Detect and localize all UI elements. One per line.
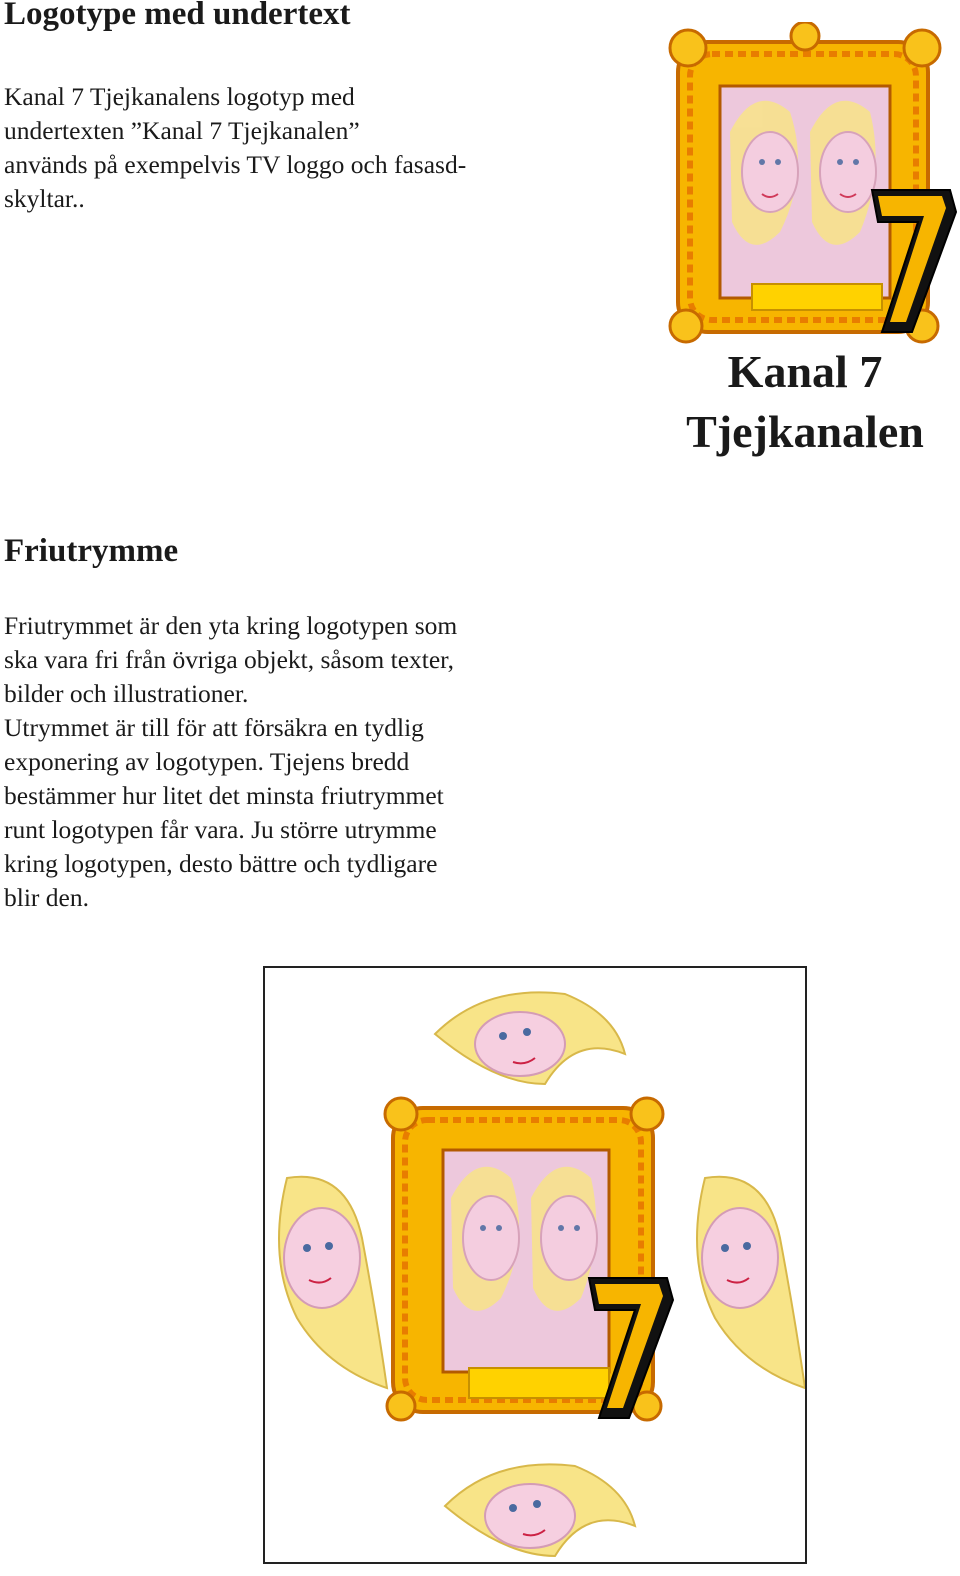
logo-caption-line2: Tjejkanalen bbox=[686, 406, 924, 457]
girl-face-icon bbox=[435, 992, 625, 1084]
heading-logotype: Logotype med undertext bbox=[4, 0, 351, 32]
intro-paragraph: Kanal 7 Tjejkanalens logotyp med undertexten ”Kanal 7 Tjejkanalen” används på exempelvis TV loggo och fasasd- skyltar.. bbox=[4, 82, 467, 213]
girl-face-icon bbox=[445, 1464, 635, 1556]
girl-face-icon bbox=[279, 1177, 387, 1388]
clear-space-illustration bbox=[263, 966, 807, 1564]
kanal7-logo-icon bbox=[660, 22, 960, 344]
kanal7-logo-icon bbox=[385, 1098, 673, 1420]
logo-caption bbox=[660, 342, 950, 462]
heading-friutrymme: Friutrymme bbox=[4, 533, 179, 569]
logo-caption-line1: Kanal 7 bbox=[727, 346, 883, 397]
free-space-paragraph: Friutrymmet är den yta kring logotypen som ska vara fri från övriga objekt, såsom texter, bilder och illustrationer. Utrymmet är till för att försäkra en tydlig exponering av logotypen. Tjejens bredd bestämmer hur litet det minsta friutrymmet runt logotypen får vara. Ju större utrymme kring logotypen, desto bättre och tydligare blir den. bbox=[4, 611, 458, 912]
girl-face-icon bbox=[697, 1177, 805, 1388]
clear-space-svg bbox=[265, 968, 805, 1562]
